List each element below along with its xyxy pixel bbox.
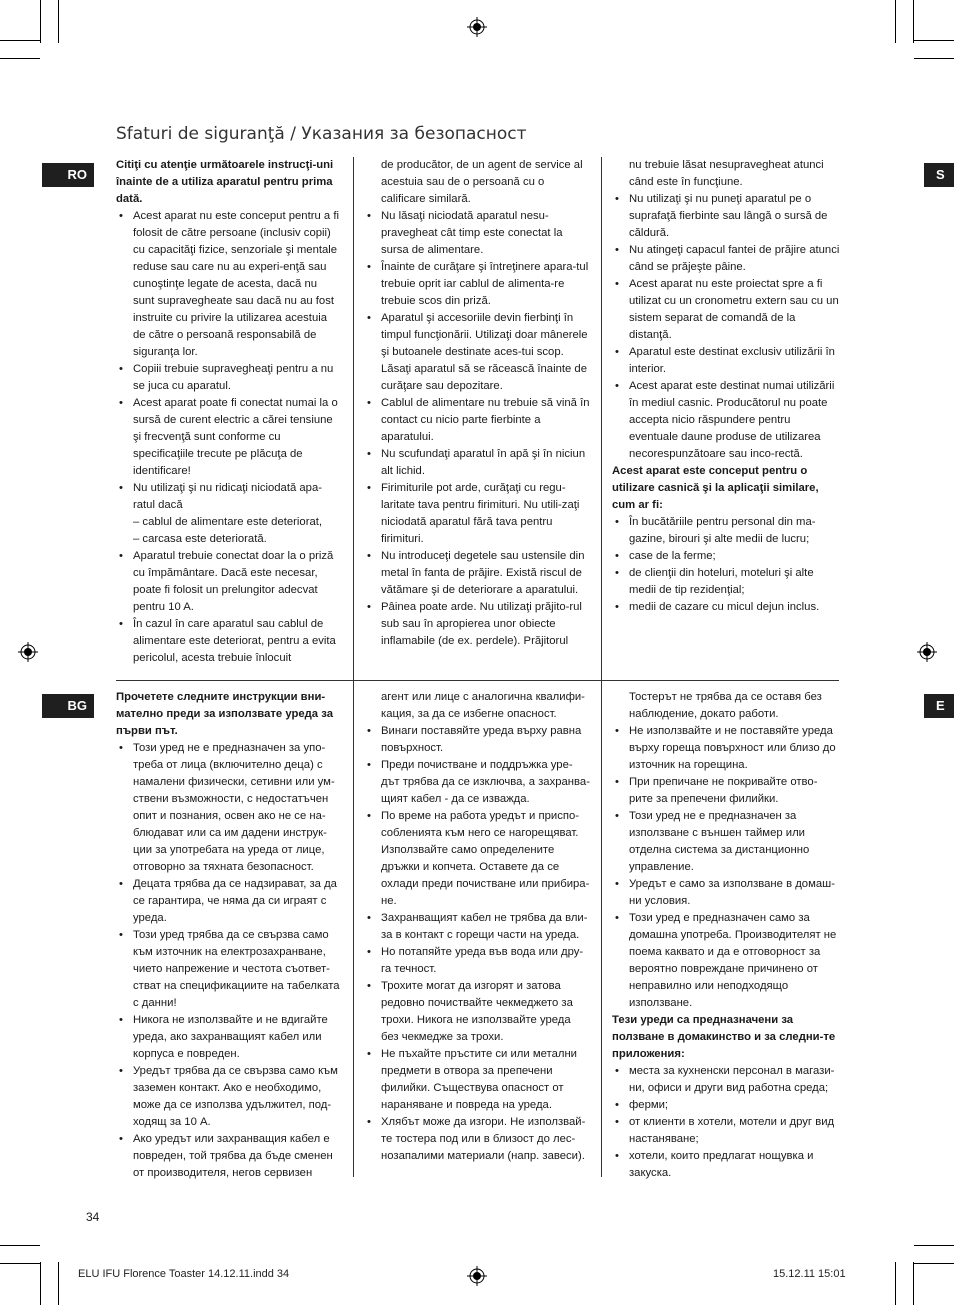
list-item: • În bucătăriile pentru personal din ma-gazine, birouri şi alte medii de lucru;	[612, 514, 840, 548]
column-divider	[601, 157, 602, 680]
list-item: • Nu atingeţi capacul fantei de prăjire atunci când se prăjeşte pâine.	[612, 242, 840, 276]
list-item: • medii de cazare cu micul dejun inclus.	[612, 599, 840, 616]
crop-mark	[913, 0, 914, 43]
list-item: • от клиенти в хотели, мотели и друг вид настаняване;	[612, 1114, 840, 1148]
crop-mark	[0, 1245, 40, 1246]
list-item: • Nu scufundaţi aparatul în apă şi în niciun alt lichid.	[364, 446, 591, 480]
bg-column-1	[116, 689, 341, 1185]
list-item: • Firimiturile pot arde, curăţaţi cu regu-laritate tava pentru firimituri. Nu utili-zaţi niciodată aparatul fără tava pentru firimituri.	[364, 480, 591, 548]
list-item: • Преди почистване и поддръжка уре-дът трябва да се изключва, а захранва-щият кабел - да се изважда.	[364, 757, 591, 808]
crop-mark	[40, 1262, 41, 1305]
footer-timestamp: 15.12.11 15:01	[773, 1268, 846, 1280]
list-item: • Aparatul este destinat exclusiv utilizării în interior.	[612, 344, 840, 378]
list-item: • Този уред трябва да се свързва само към източник на електрозахранване, чието напрежение и честота съответ-стват на спецификациите на табелката с данни!	[116, 927, 341, 1012]
list-item: • Ако уредът или захранващия кабел е повреден, той трябва да бъде сменен от производителя, негов сервизен	[116, 1131, 341, 1182]
bg-usage-heading: Тези уреди са предназначени за ползване в домакинство и за следни-те приложения:	[612, 1014, 836, 1060]
list-item: • Nu utilizaţi şi nu ridicaţi niciodată apa-ratul dacă	[116, 480, 341, 514]
list-item: • Aparatul şi accesoriile devin fierbinţi în timpul funcţionării. Utilizaţi doar mânerele şi butoanele destinate aces-tui scop. Lăsaţi aparatul să se răcească înainte de curăţare sau depozitare.	[364, 310, 591, 395]
registration-mark-icon	[917, 642, 937, 662]
column-divider	[353, 157, 354, 680]
continued-text: Тостерът не трябва да се оставя без наблюдение, докато работи.	[629, 691, 822, 720]
list-item: • По време на работа уредът и приспо-собленията към него се нагорещяват. Използвайте само определените дръжки и копчета. Оставете да се охлади преди почистване или прибира-не.	[364, 808, 591, 910]
column-divider	[353, 681, 354, 1177]
list-item: • Înainte de curăţare şi întreţinere apara-tul trebuie oprit iar cablul de alimenta-re trebuie scos din priză.	[364, 259, 591, 310]
list-item: • Този уред е предназначен само за домашна употреба. Производителят не поема каквато и да е отговорност за вероятно повреждане причинено от неправилно или неподходящо използване.	[612, 910, 840, 1012]
list-item: • În cazul în care aparatul sau cablul de alimentare este deteriorat, pentru a evita pericolul, acesta trebuie înlocuit	[116, 616, 341, 667]
registration-mark-icon	[467, 1266, 487, 1286]
bg-intro: Прочетете следните инструкции вни-мателно преди за използвате уреда за първи път.	[116, 691, 333, 737]
section-divider	[116, 680, 839, 681]
crop-mark	[58, 1262, 59, 1305]
crop-mark	[40, 0, 41, 43]
crop-mark	[913, 1262, 914, 1305]
edge-tab: S	[924, 163, 954, 187]
list-item: • Захранващият кабел не трябва да вли-за в контакт с горещи части на уреда.	[364, 910, 591, 944]
list-item: • Трохите могат да изгорят и затова редовно почиствайте чекмеджето за трохи. Никога не използвайте уреда без чекмедже за трохи.	[364, 978, 591, 1046]
list-item: • Cablul de alimentare nu trebuie să vină în contact cu nicio parte fierbinte a aparatului.	[364, 395, 591, 446]
list-item: • Хлябът може да изгори. Не използвай-те тостера под или в близост до лес-нозапалими материали (напр. завеси).	[364, 1114, 591, 1165]
ro-column-1	[116, 157, 341, 667]
list-item: • места за кухненски персонал в магази-ни, офиси и други вид работна среда;	[612, 1063, 840, 1097]
edge-tab: E	[924, 694, 954, 718]
registration-mark-icon	[467, 17, 487, 37]
list-item: • Уредът е само за използване в домаш-ни условия.	[612, 876, 840, 910]
list-item: • Nu introduceţi degetele sau ustensile din metal în fanta de prăjire. Există riscul de vătămare şi de deteriorare a aparatului.	[364, 548, 591, 599]
ro-usage-heading: Acest aparat este conceput pentru o utilizare casnică şi la aplicaţii similare, cum ar fi:	[612, 465, 819, 511]
list-item: • Acest aparat nu este proiectat spre a fi utilizat cu un cronometru extern sau cu un sistem separat de comandă de la distanţă.	[612, 276, 840, 344]
list-item: • Децата трябва да се надзирават, за да се гарантира, че няма да си играят с уреда.	[116, 876, 341, 927]
continued-text: de producător, de un agent de service al acestuia sau de o persoană cu o calificare similară.	[381, 159, 583, 205]
crop-mark	[914, 1245, 954, 1246]
ro-column-2	[364, 157, 591, 667]
crop-mark	[914, 1263, 954, 1264]
crop-mark	[895, 1262, 896, 1305]
sub-item: – cablul de alimentare este deteriorat,	[133, 516, 323, 528]
continued-text: nu trebuie lăsat nesupravegheat atunci când este în funcţiune.	[629, 159, 824, 188]
list-item: • Не пъхайте пръстите си или метални предмети в отвора за препечени филийки. Съществува опасност от нараняване и повреда на уреда.	[364, 1046, 591, 1114]
footer-file-name: ELU IFU Florence Toaster 14.12.11.indd 34	[78, 1268, 290, 1280]
list-item: • При препичане не покривайте отво-рите за препечени филийки.	[612, 774, 840, 808]
list-item: • Уредът трябва да се свързва само към заземен контакт. Ако е необходимо, може да се използва удължител, под-ходящ за 10 А.	[116, 1063, 341, 1131]
language-tab-bg: BG	[42, 694, 94, 718]
crop-mark	[0, 40, 40, 41]
list-item: • Nu lăsaţi niciodată aparatul nesu-pravegheat cât timp este conectat la sursa de alimentare.	[364, 208, 591, 259]
continued-text: агент или лице с аналогична квалифи-кация, за да се избегне опасност.	[381, 691, 585, 720]
bg-column-3	[612, 689, 840, 1185]
list-item: • Copiii trebuie supravegheaţi pentru a nu se juca cu aparatul.	[116, 361, 341, 395]
crop-mark	[914, 58, 954, 59]
list-item: • Този уред не е предназначен за упо-треба от лица (включително деца) с намалени физически, сетивни или ум-ствени възможности, с недостатъчен опит и познания, освен ако не се на-блюдават или са им дадени инструк-ции за употребата на уреда от лице, отговорно за тяхната безопасност.	[116, 740, 341, 876]
list-item: • Acest aparat este destinat numai utilizării în mediul casnic. Producătorul nu poate accepta nicio răspundere pentru eventuale daune produse de utilizarea necorespunzătoare sau inco-rectă.	[612, 378, 840, 463]
crop-mark	[0, 58, 40, 59]
ro-intro: Citiţi cu atenţie următoarele instrucţi-uni înainte de a utiliza aparatul pentru prima dată.	[116, 159, 334, 205]
list-item: • Този уред не е предназначен за използване с външен таймер или отделна система за дистанционно управление.	[612, 808, 840, 876]
list-item: • Nu utilizaţi şi nu puneţi aparatul pe o suprafaţă fierbinte sau lângă o sursă de căldură.	[612, 191, 840, 242]
list-item: • Винаги поставяйте уреда върху равна повърхност.	[364, 723, 591, 757]
sub-item: – carcasa este deteriorată.	[133, 533, 267, 545]
list-item: • Не използвайте и не поставяйте уреда върху гореща повърхност или близо до източник на горещина.	[612, 723, 840, 774]
ro-column-3	[612, 157, 840, 667]
list-item: • Pâinea poate arde. Nu utilizaţi prăjito-rul sub sau în apropierea unor obiecte inflamabile (de ex. perdele). Prăjitorul	[364, 599, 591, 650]
list-item: • Acest aparat nu este conceput pentru a fi folosit de către persoane (inclusiv copii) cu capacităţi fizice, senzoriale şi mentale reduse sau care nu au experi-enţă sau cunoştinţe legate de acesta, dacă nu sunt supravegheate sau dacă nu au fost instruite cu privire la utilizarea acestuia de către o persoană responsabilă de siguranţa lor.	[116, 208, 341, 361]
page-number: 34	[86, 1210, 100, 1224]
list-item: • Acest aparat poate fi conectat numai la o sursă de curent electric a cărei tensiune şi frecvenţă sunt conforme cu specificaţiile trecute pe plăcuţa de identificare!	[116, 395, 341, 480]
list-item: • case de la ferme;	[612, 548, 840, 565]
column-divider	[601, 681, 602, 1177]
list-item: • ферми;	[612, 1097, 840, 1114]
list-item: • Aparatul trebuie conectat doar la o priză cu împământare. Dacă este necesar, poate fi folosit un prelungitor adecvat pentru 10 A.	[116, 548, 341, 616]
list-item: • de clienţii din hoteluri, moteluri şi alte medii de tip rezidenţial;	[612, 565, 840, 599]
crop-mark	[58, 0, 59, 43]
list-item: • хотели, които предлагат нощувка и закуска.	[612, 1148, 840, 1182]
registration-mark-icon	[18, 642, 38, 662]
crop-mark	[0, 1263, 40, 1264]
bg-column-2	[364, 689, 591, 1185]
language-tab-ro: RO	[42, 163, 94, 187]
page-title: Sfaturi de siguranţă / Указания за безопасност	[116, 124, 527, 144]
crop-mark	[895, 0, 896, 43]
crop-mark	[914, 40, 954, 41]
list-item: • Никога не използвайте и не вдигайте уреда, ако захранващият кабел или корпуса е повреден.	[116, 1012, 341, 1063]
list-item: • Но потапяйте уреда във вода или дру-га течност.	[364, 944, 591, 978]
